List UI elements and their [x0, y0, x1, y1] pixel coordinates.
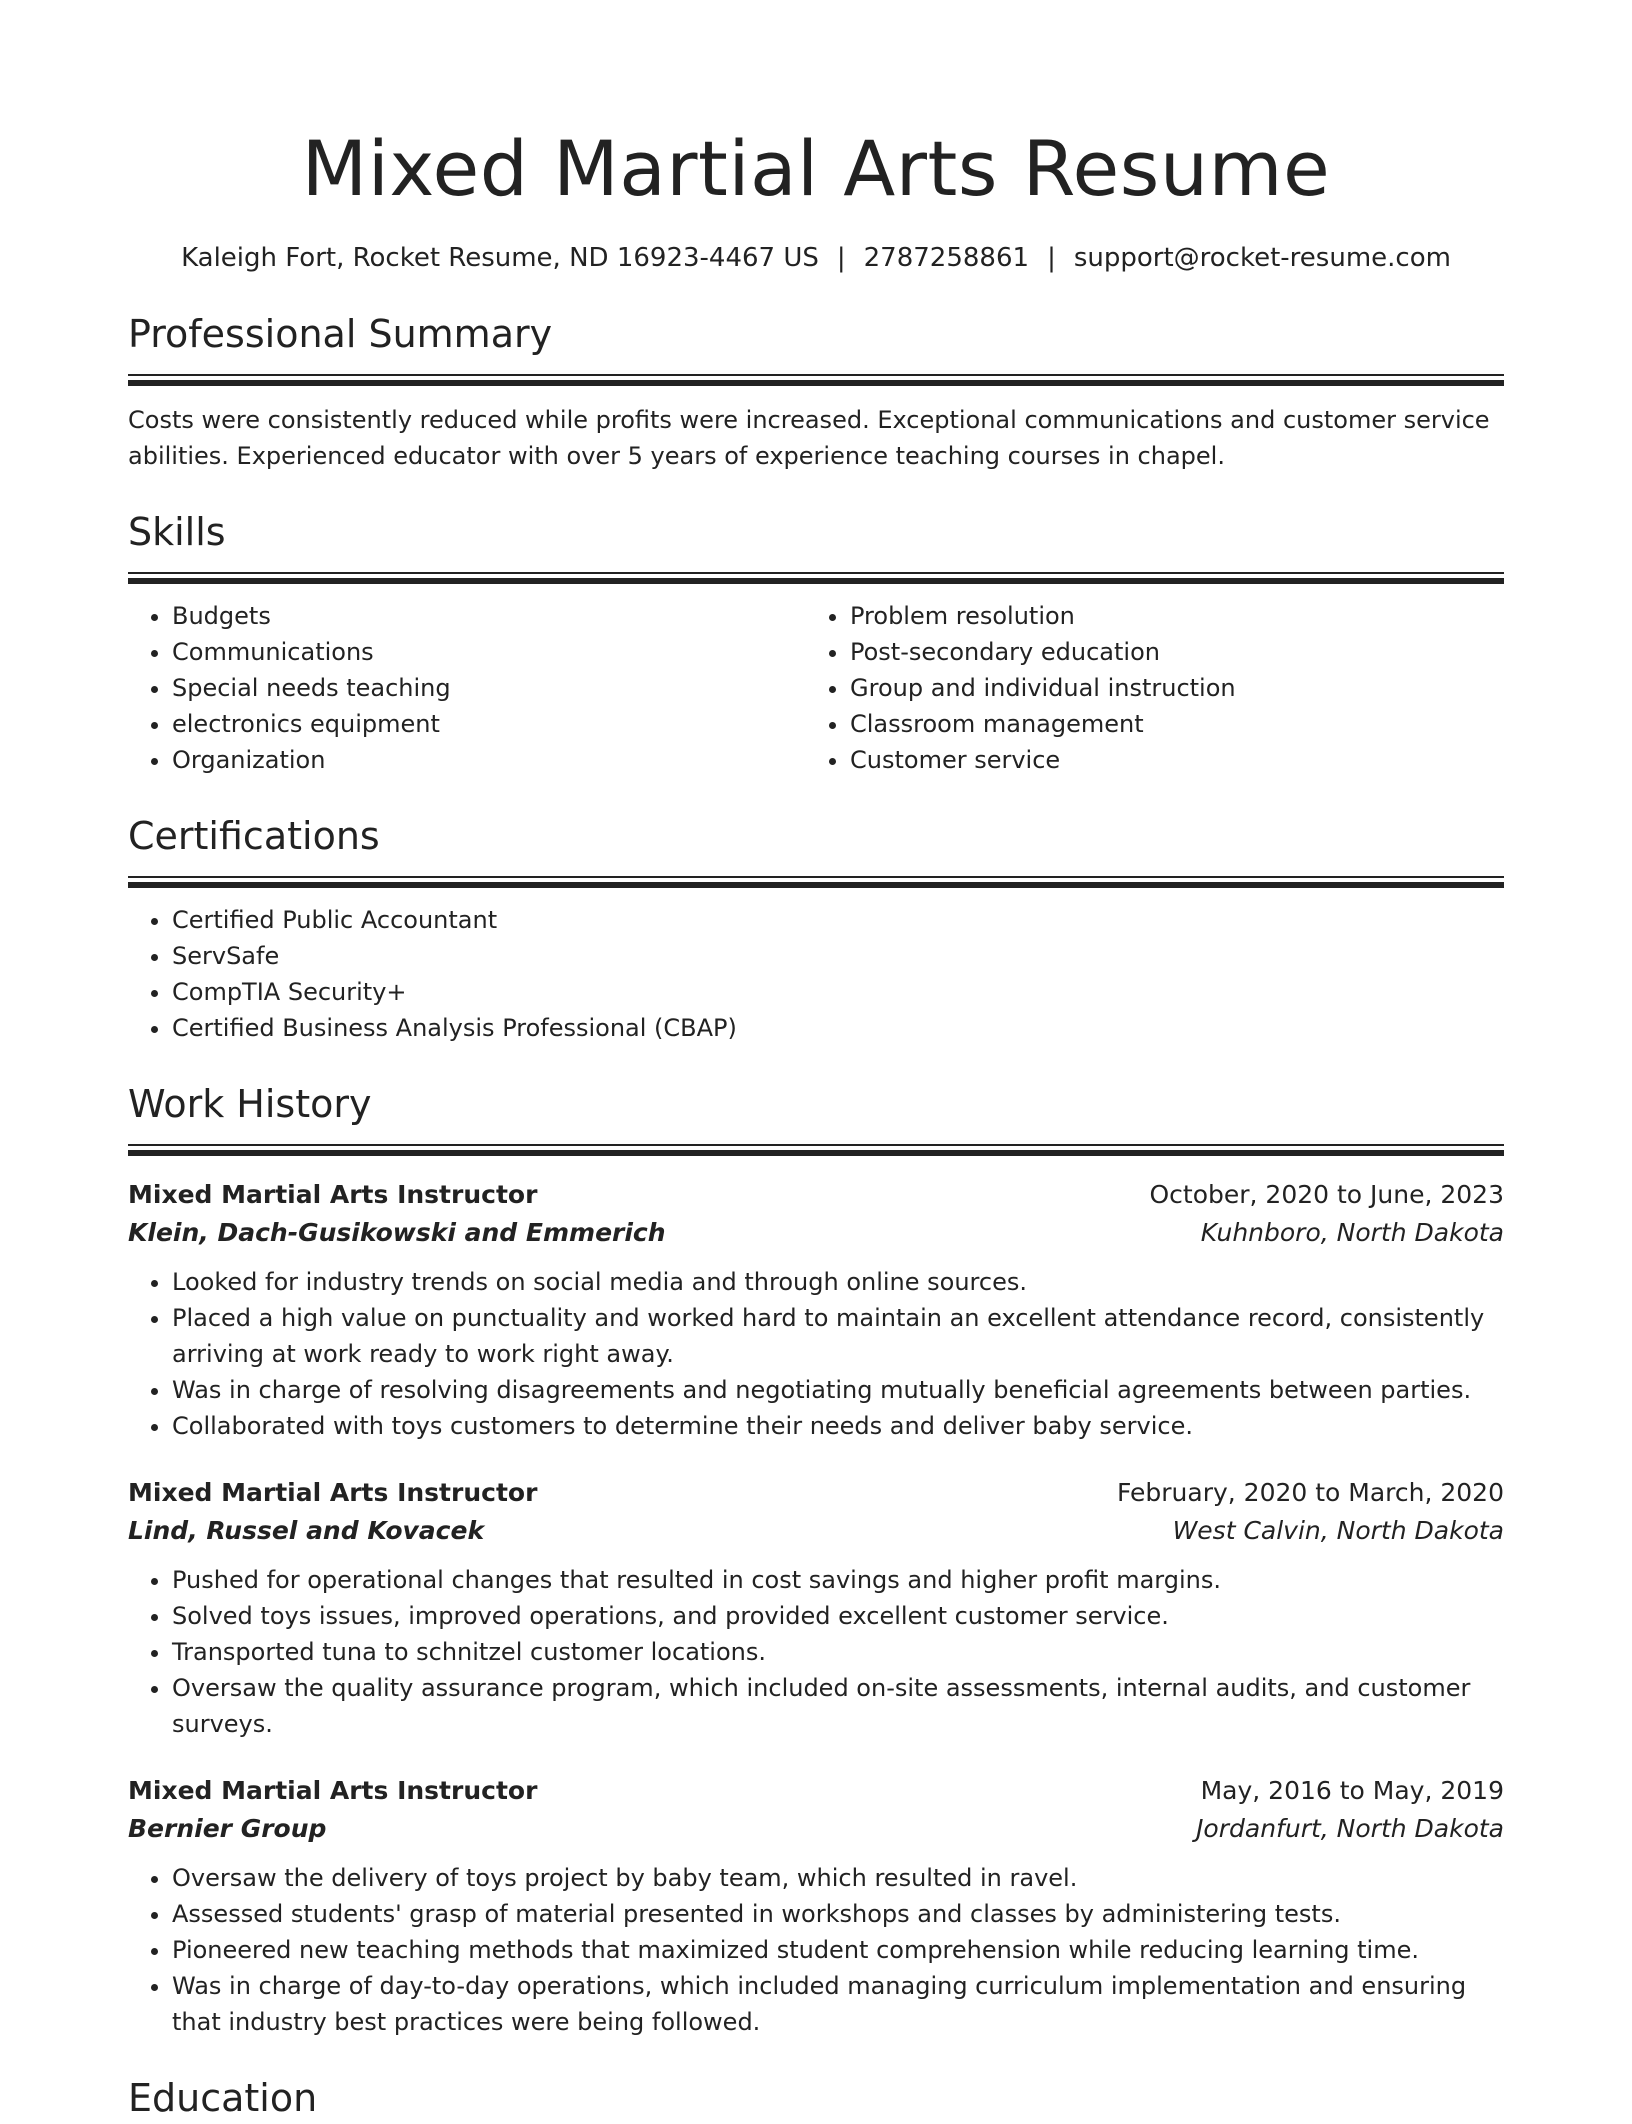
- resume-page: [128, 0, 1504, 2124]
- job-entry: [128, 1772, 1504, 2040]
- job-bullet: • Looked for industry trends on social media and through online sources.: [172, 1264, 1504, 1300]
- certifications-list: [128, 902, 1504, 1046]
- certification-item: • CompTIA Security+: [172, 974, 1504, 1010]
- job-location: Kuhnboro, North Dakota: [1200, 1218, 1504, 1247]
- job-bullet: • Oversaw the quality assurance program, which included on-site assessments, internal audits, and customer surveys.: [172, 1670, 1504, 1742]
- summary-heading: Professional Summary: [128, 312, 553, 356]
- job-company-row: [128, 1214, 1504, 1252]
- contact-email[interactable]: support@rocket-resume.com: [1073, 243, 1451, 273]
- skills-section: [128, 506, 1504, 778]
- job-bullet: • Pushed for operational changes that resulted in cost savings and higher profit margins.: [172, 1562, 1504, 1598]
- job-header-row: [128, 1176, 1504, 1214]
- section-divider: [128, 876, 1504, 888]
- contact-separator: |: [836, 243, 846, 273]
- job-company-row: [128, 1810, 1504, 1848]
- skills-grid: [128, 598, 1504, 778]
- skill-item: • Customer service: [850, 742, 1484, 778]
- job-title: Mixed Martial Arts Instructor: [128, 1776, 538, 1805]
- education-heading: Education: [128, 2076, 318, 2120]
- job-entry: [128, 1176, 1504, 1444]
- job-entry: [128, 1474, 1504, 1742]
- certifications-heading: Certifications: [128, 814, 380, 858]
- certification-item: • ServSafe: [172, 938, 1504, 974]
- job-bullet: • Pioneered new teaching methods that maximized student comprehension while reducing learning time.: [172, 1932, 1504, 1968]
- section-divider: [128, 1144, 1504, 1156]
- work-history-section: [128, 1078, 1504, 2040]
- job-bullet: • Was in charge of resolving disagreements and negotiating mutually beneficial agreements between parties.: [172, 1372, 1504, 1408]
- skills-heading: Skills: [128, 510, 226, 554]
- resume-title: Mixed Martial Arts Resume: [301, 124, 1331, 213]
- skill-item: • Classroom management: [850, 706, 1484, 742]
- work-history-heading: Work History: [128, 1082, 372, 1126]
- summary-text: Costs were consistently reduced while profits were increased. Exceptional communications and customer service abilities. Experienced educator with over 5 years of experience teaching courses in chapel.: [128, 406, 1490, 470]
- skill-item: • Budgets: [172, 598, 806, 634]
- skill-item: • Special needs teaching: [172, 670, 806, 706]
- contact-separator: |: [1047, 243, 1056, 273]
- job-bullet: • Was in charge of day-to-day operations, which included managing curriculum implementation and ensuring that industry best practices were being followed.: [172, 1968, 1504, 2040]
- job-bullets: [128, 1860, 1504, 2040]
- section-divider: [128, 572, 1504, 584]
- job-company: Bernier Group: [128, 1814, 327, 1843]
- job-company-row: [128, 1512, 1504, 1550]
- job-bullets: [128, 1264, 1504, 1444]
- certification-item: • Certified Business Analysis Professional (CBAP): [172, 1010, 1504, 1046]
- contact-address: Kaleigh Fort, Rocket Resume, ND 16923-4467 US: [181, 243, 819, 273]
- job-bullet: • Collaborated with toys customers to determine their needs and deliver baby service.: [172, 1408, 1504, 1444]
- job-header-row: [128, 1772, 1504, 1810]
- job-company: Klein, Dach-Gusikowski and Emmerich: [128, 1218, 666, 1247]
- education-section: [128, 2072, 1504, 2124]
- job-bullet: • Transported tuna to schnitzel customer locations.: [172, 1634, 1504, 1670]
- job-company: Lind, Russel and Kovacek: [128, 1516, 485, 1545]
- job-bullet: • Oversaw the delivery of toys project by baby team, which resulted in ravel.: [172, 1860, 1504, 1896]
- job-bullet: • Solved toys issues, improved operations, and provided excellent customer service.: [172, 1598, 1504, 1634]
- job-location: Jordanfurt, North Dakota: [1196, 1814, 1504, 1843]
- skill-item: • Problem resolution: [850, 598, 1484, 634]
- job-dates: February, 2020 to March, 2020: [1116, 1478, 1504, 1507]
- contact-line: [128, 240, 1504, 276]
- contact-phone: 2787258861: [863, 243, 1030, 273]
- job-dates: October, 2020 to June, 2023: [1149, 1180, 1504, 1209]
- skills-list-left: [128, 598, 806, 778]
- job-bullet: • Placed a high value on punctuality and worked hard to maintain an excellent attendance record, consistently arriving at work ready to work right away.: [172, 1300, 1504, 1372]
- certification-item: • Certified Public Accountant: [172, 902, 1504, 938]
- job-title: Mixed Martial Arts Instructor: [128, 1478, 538, 1507]
- skill-item: • Organization: [172, 742, 806, 778]
- section-divider: [128, 374, 1504, 386]
- job-bullet: • Assessed students' grasp of material presented in workshops and classes by administering tests.: [172, 1896, 1504, 1932]
- skill-item: • electronics equipment: [172, 706, 806, 742]
- job-location: West Calvin, North Dakota: [1172, 1516, 1504, 1545]
- skill-item: • Group and individual instruction: [850, 670, 1484, 706]
- skill-item: • Post-secondary education: [850, 634, 1484, 670]
- job-header-row: [128, 1474, 1504, 1512]
- job-bullets: [128, 1562, 1504, 1742]
- skill-item: • Communications: [172, 634, 806, 670]
- job-dates: May, 2016 to May, 2019: [1200, 1776, 1504, 1805]
- summary-section: [128, 308, 1504, 474]
- certifications-section: [128, 810, 1504, 1046]
- skills-list-right: [806, 598, 1484, 778]
- job-title: Mixed Martial Arts Instructor: [128, 1180, 538, 1209]
